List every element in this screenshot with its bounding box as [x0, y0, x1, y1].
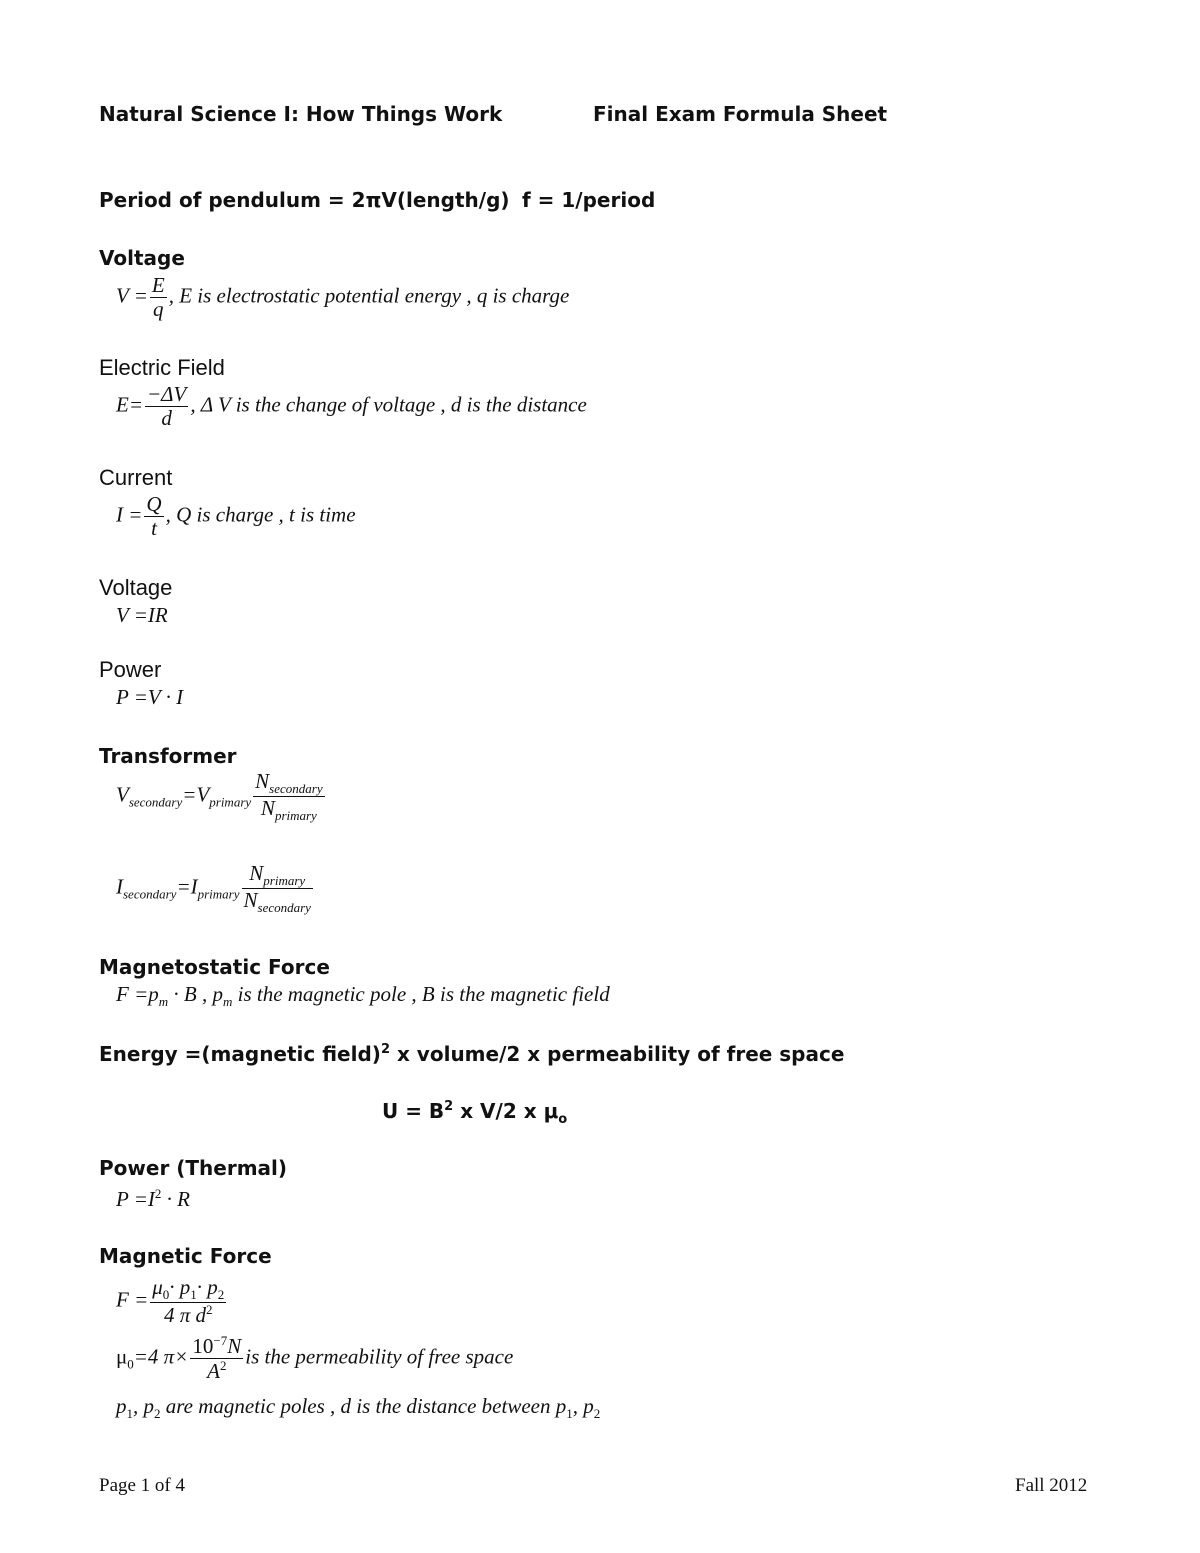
turns-ratio-fraction [242, 862, 313, 916]
efield-denominator: d [161, 406, 172, 431]
permeability-fraction [190, 1334, 243, 1383]
exponent: −7 [213, 1333, 228, 1348]
energy-formula-lhs: U = B [382, 1099, 445, 1123]
power-thermal-sup: 2 [154, 1186, 162, 1201]
den-text: 4 π d [164, 1303, 207, 1328]
i-symbol: I [190, 874, 198, 899]
sub-1: 1 [190, 1287, 197, 1302]
sub-secondary: secondary [269, 781, 323, 796]
turns-numerator [253, 770, 324, 797]
power-formula: P =V · I [116, 685, 184, 709]
energy-formula-rest: x V/2 x μ [460, 1099, 559, 1123]
energy-formula-sup: 2 [444, 1099, 454, 1114]
magnetic-force-formula [116, 1276, 228, 1327]
voltage-denominator: q [153, 297, 164, 322]
magnetostatic-formula [116, 982, 610, 1010]
sub-primary: primary [263, 873, 306, 888]
poles-text: are magnetic poles , d is the distance between p [165, 1394, 567, 1418]
n-symbol: N [243, 888, 258, 913]
current-fraction [144, 493, 163, 540]
current-denominator: t [151, 516, 157, 541]
ampere-unit: A [207, 1359, 220, 1384]
p2-symbol: · p [196, 1275, 218, 1299]
power-thermal-heading: Power (Thermal) [99, 1156, 288, 1180]
sub-secondary: secondary [128, 794, 183, 810]
permeability-formula [116, 1334, 513, 1383]
power-thermal-lhs: P =I [116, 1187, 155, 1211]
permeability-numerator [190, 1334, 243, 1359]
power-thermal-rest: · R [166, 1187, 190, 1211]
newton-unit: N [227, 1334, 242, 1358]
turns-denominator [242, 889, 313, 915]
current-numerator: Q [146, 492, 162, 516]
i-symbol: I [116, 874, 123, 899]
current-heading: Current [99, 465, 173, 490]
sub-m: m [158, 994, 169, 1009]
p-symbol: , p [572, 1394, 594, 1418]
ohms-law-formula: V =IR [116, 603, 168, 627]
pendulum-period-formula: Period of pendulum = 2πV(length/g) [99, 188, 510, 212]
transformer-current-formula [116, 862, 315, 916]
ten: 10 [192, 1334, 214, 1358]
sub-primary: primary [197, 886, 240, 902]
sub-1: 1 [126, 1406, 133, 1421]
den-sup: 2 [206, 1302, 213, 1318]
sub-secondary: secondary [123, 886, 177, 902]
n-symbol: N [255, 769, 270, 793]
sub-primary: primary [209, 794, 252, 810]
voltage-lhs: V = [116, 283, 148, 308]
turns-ratio-fraction [253, 770, 324, 824]
equals: = [176, 874, 191, 899]
magnetostatic-description: is the magnetic pole , B is the magnetic field [237, 982, 610, 1006]
sub-0: 0 [162, 1287, 170, 1302]
turns-numerator [242, 862, 313, 889]
sheet-subtitle: Final Exam Formula Sheet [593, 102, 888, 126]
efield-fraction [145, 383, 188, 430]
sub-1: 1 [566, 1406, 573, 1421]
efield-numerator: −ΔV [147, 382, 187, 406]
sub-2: 2 [593, 1406, 601, 1421]
sheet-title: Natural Science I: How Things Work [99, 102, 503, 126]
magnetic-force-numerator [150, 1276, 226, 1303]
p1-symbol: · p [169, 1275, 191, 1299]
permeability-lhs: =4 π× [133, 1344, 189, 1369]
sub-secondary: secondary [257, 900, 311, 916]
energy-formula [382, 1099, 567, 1127]
poles-description [116, 1394, 600, 1422]
magnetostatic-heading: Magnetostatic Force [99, 955, 330, 979]
sub-0: 0 [127, 1356, 134, 1372]
energy-heading [99, 1042, 844, 1066]
magnetostatic-mid: · B , p [173, 982, 223, 1006]
n-symbol: N [260, 796, 275, 821]
sub-m: m [222, 994, 233, 1009]
power-heading: Power [99, 657, 162, 682]
transformer-heading: Transformer [99, 744, 237, 768]
sub-2: 2 [217, 1287, 225, 1302]
voltage-fraction [150, 274, 167, 321]
magnetic-force-fraction [150, 1276, 226, 1327]
v-symbol: V [116, 782, 129, 807]
energy-title-sup: 2 [380, 1042, 390, 1057]
frequency-formula: f = 1/period [522, 188, 656, 212]
page-number: Page 1 of 4 [99, 1475, 186, 1496]
p-symbol: , p [133, 1394, 154, 1418]
sub-2: 2 [154, 1406, 161, 1421]
transformer-voltage-formula [116, 770, 327, 824]
current-formula [116, 493, 356, 540]
den-sup: 2 [219, 1358, 227, 1374]
efield-lhs: E= [116, 392, 143, 417]
electric-field-heading: Electric Field [99, 355, 225, 380]
current-description: , Q is charge , t is time [165, 502, 356, 527]
magnetostatic-lhs: F =p [116, 982, 159, 1006]
sub-primary: primary [274, 808, 317, 824]
efield-description: , Δ V is the change of voltage , d is the distance [190, 392, 587, 417]
voltage-heading: Voltage [99, 246, 185, 270]
turns-denominator [253, 797, 324, 823]
energy-formula-sub: o [558, 1112, 568, 1127]
energy-title-rest: x volume/2 x permeability of free space [389, 1042, 845, 1066]
current-lhs: I = [116, 502, 143, 527]
equals: = [182, 782, 197, 807]
energy-title-text: Energy =(magnetic field) [99, 1042, 381, 1066]
mu-symbol: μ [116, 1344, 128, 1369]
mu-symbol: μ [152, 1275, 163, 1299]
permeability-denominator [190, 1359, 243, 1383]
permeability-description: is the permeability of free space [245, 1344, 514, 1369]
magnetic-force-denominator [150, 1303, 226, 1327]
electric-field-formula [116, 383, 587, 430]
magnetic-force-lhs: F = [116, 1287, 149, 1312]
n-symbol: N [249, 861, 264, 885]
v-symbol: V [196, 782, 210, 807]
power-thermal-formula [116, 1186, 190, 1212]
term-label: Fall 2012 [1015, 1475, 1088, 1496]
magnetic-force-heading: Magnetic Force [99, 1244, 272, 1268]
voltage-formula [116, 274, 569, 321]
p-symbol: p [116, 1394, 127, 1418]
voltage-numerator: E [151, 273, 165, 297]
ohms-law-heading: Voltage [99, 575, 173, 600]
voltage-description: , E is electrostatic potential energy , q is charge [168, 283, 570, 308]
